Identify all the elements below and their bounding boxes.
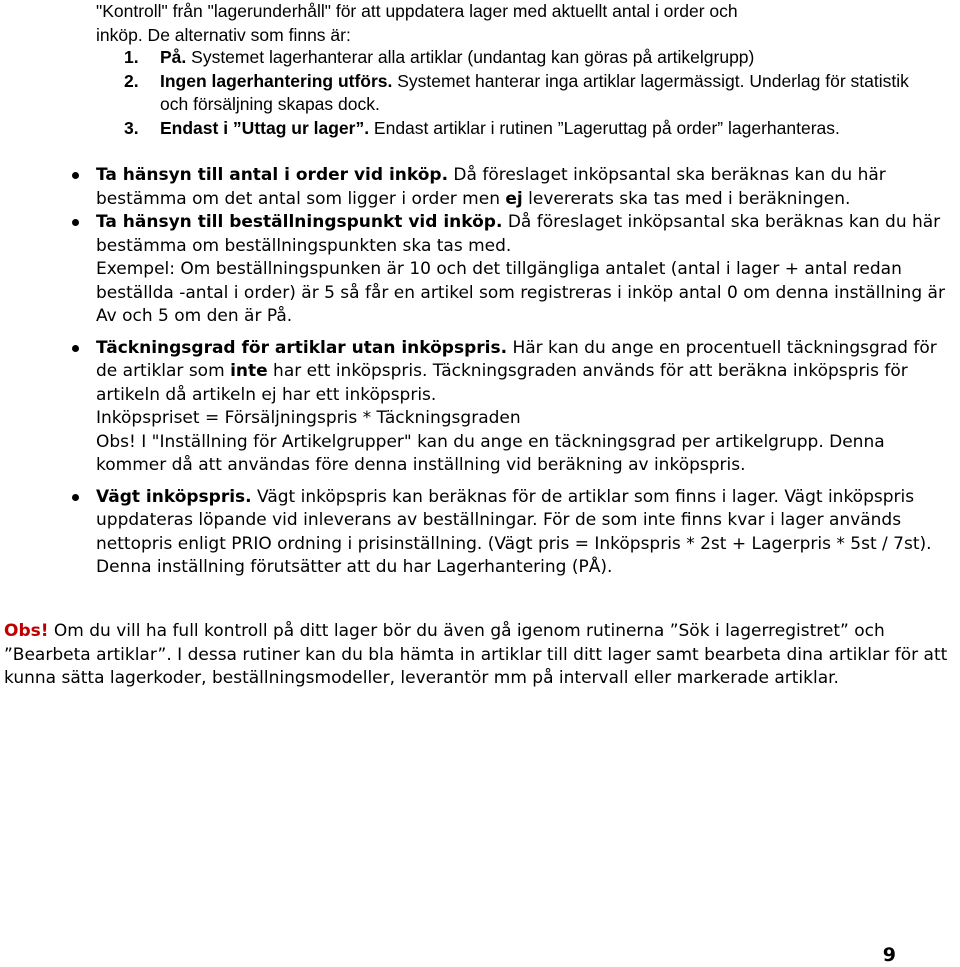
bullet-text: Då föreslaget inköpsantal ska beräknas kan du här bestämma om det antal som ligger i order men: [96, 165, 886, 209]
bullet-item-order-quantity: [96, 164, 946, 211]
bullet-text: Då föreslaget inköpsantal ska beräknas kan du här bestämma om beställningspunkten ska tas med.: [96, 212, 941, 256]
bullet-emphasis: inte: [230, 361, 268, 381]
bullet-text: Här kan du ange en procentuell täckningsgrad för de artiklar som: [96, 337, 937, 381]
option-item-3: [124, 117, 924, 141]
bullet-title: Ta hänsyn till beställningspunkt vid inköp.: [96, 212, 503, 232]
option-item-2: [124, 70, 924, 117]
bullet-icon: [72, 219, 79, 226]
option-text: Endast artiklar i rutinen ”Lageruttag på order” lagerhanteras.: [369, 117, 840, 138]
page-number: 9: [882, 944, 896, 966]
bullet-icon: [72, 345, 79, 352]
option-number: 2.: [124, 70, 139, 91]
bullet-item-weighted-price: [96, 486, 946, 580]
option-title: På.: [160, 47, 187, 67]
intro-line-1: "Kontroll" från "lagerunderhåll" för att uppdatera lager med aktuellt antal i order och: [96, 1, 738, 21]
bullet-example: Exempel: Om beställningspunken är 10 och det tillgängliga antalet (antal i lager + antal redan beställda -antal i order) är 5 så får en artikel som registreras i inköp antal 0 om denna inställning är Av och 5 om den är På.: [96, 259, 945, 326]
intro-line-2: inköp. De alternativ som finns är:: [96, 24, 351, 45]
bullet-icon: [72, 172, 79, 179]
bullet-title: Ta hänsyn till antal i order vid inköp.: [96, 165, 449, 185]
option-item-1: [124, 46, 924, 70]
option-text: Systemet lagerhanterar alla artiklar (undantag kan göras på artikelgrupp): [186, 47, 755, 67]
bullet-text: Vägt inköpspris kan beräknas för de artiklar som finns i lager. Vägt inköpspris uppdateras löpande vid inleverans av beställningar. För de som inte finns kvar i lager används nettopris enligt PRIO ordning i prisinställning. (Vägt pris = Inköpspris * 2st + Lagerpris * 5st / 7st). Denna inställning förutsätter att du har Lagerhantering (PÅ).: [96, 486, 932, 577]
options-list: [124, 46, 924, 140]
bullet-item-coverage: [96, 337, 946, 478]
obs-paragraph: [4, 620, 949, 691]
bullet-text-end: levererats ska tas med i beräkningen.: [522, 188, 851, 209]
bullet-formula: Inköpspriset = Försäljningspris * Täckningsgraden: [96, 408, 521, 428]
bullet-icon: [72, 494, 79, 501]
option-number: 3.: [124, 117, 139, 138]
bullet-emphasis: ej: [505, 188, 523, 209]
bullet-note: Obs! I "Inställning för Artikelgrupper" kan du ange en täckningsgrad per artikelgrupp. Denna kommer då att användas före denna inställning vid beräkning av inköpspris.: [96, 431, 885, 475]
bullet-title: Täckningsgrad för artiklar utan inköpspris.: [96, 337, 508, 358]
bullet-title: Vägt inköpspris.: [96, 486, 252, 507]
option-title: Endast i ”Uttag ur lager”.: [160, 117, 370, 138]
option-number: 1.: [124, 47, 139, 67]
settings-bullet-list: [96, 164, 946, 580]
obs-text: Om du vill ha full kontroll på ditt lager bör du även gå igenom rutinerna ”Sök i lagerregistret” och ”Bearbeta artiklar”. I dessa rutiner kan du bla hämta in artiklar till ditt lager samt bearbeta dina artiklar för att kunna sätta lagerkoder, beställningsmodeller, leverantör mm på intervall eller markerade artiklar.: [4, 621, 948, 688]
bullet-item-order-point: [96, 211, 946, 329]
bullet-text-end: har ett inköpspris. Täckningsgraden används för att beräkna inköpspris för artikeln då artikeln ej har ett inköpspris.: [96, 361, 908, 405]
option-title: Ingen lagerhantering utförs.: [160, 70, 393, 91]
obs-label: Obs!: [4, 621, 49, 641]
intro-paragraph: [96, 0, 936, 47]
option-text: Systemet hanterar inga artiklar lagermässigt. Underlag för statistik och försäljning skapas dock.: [160, 70, 909, 114]
